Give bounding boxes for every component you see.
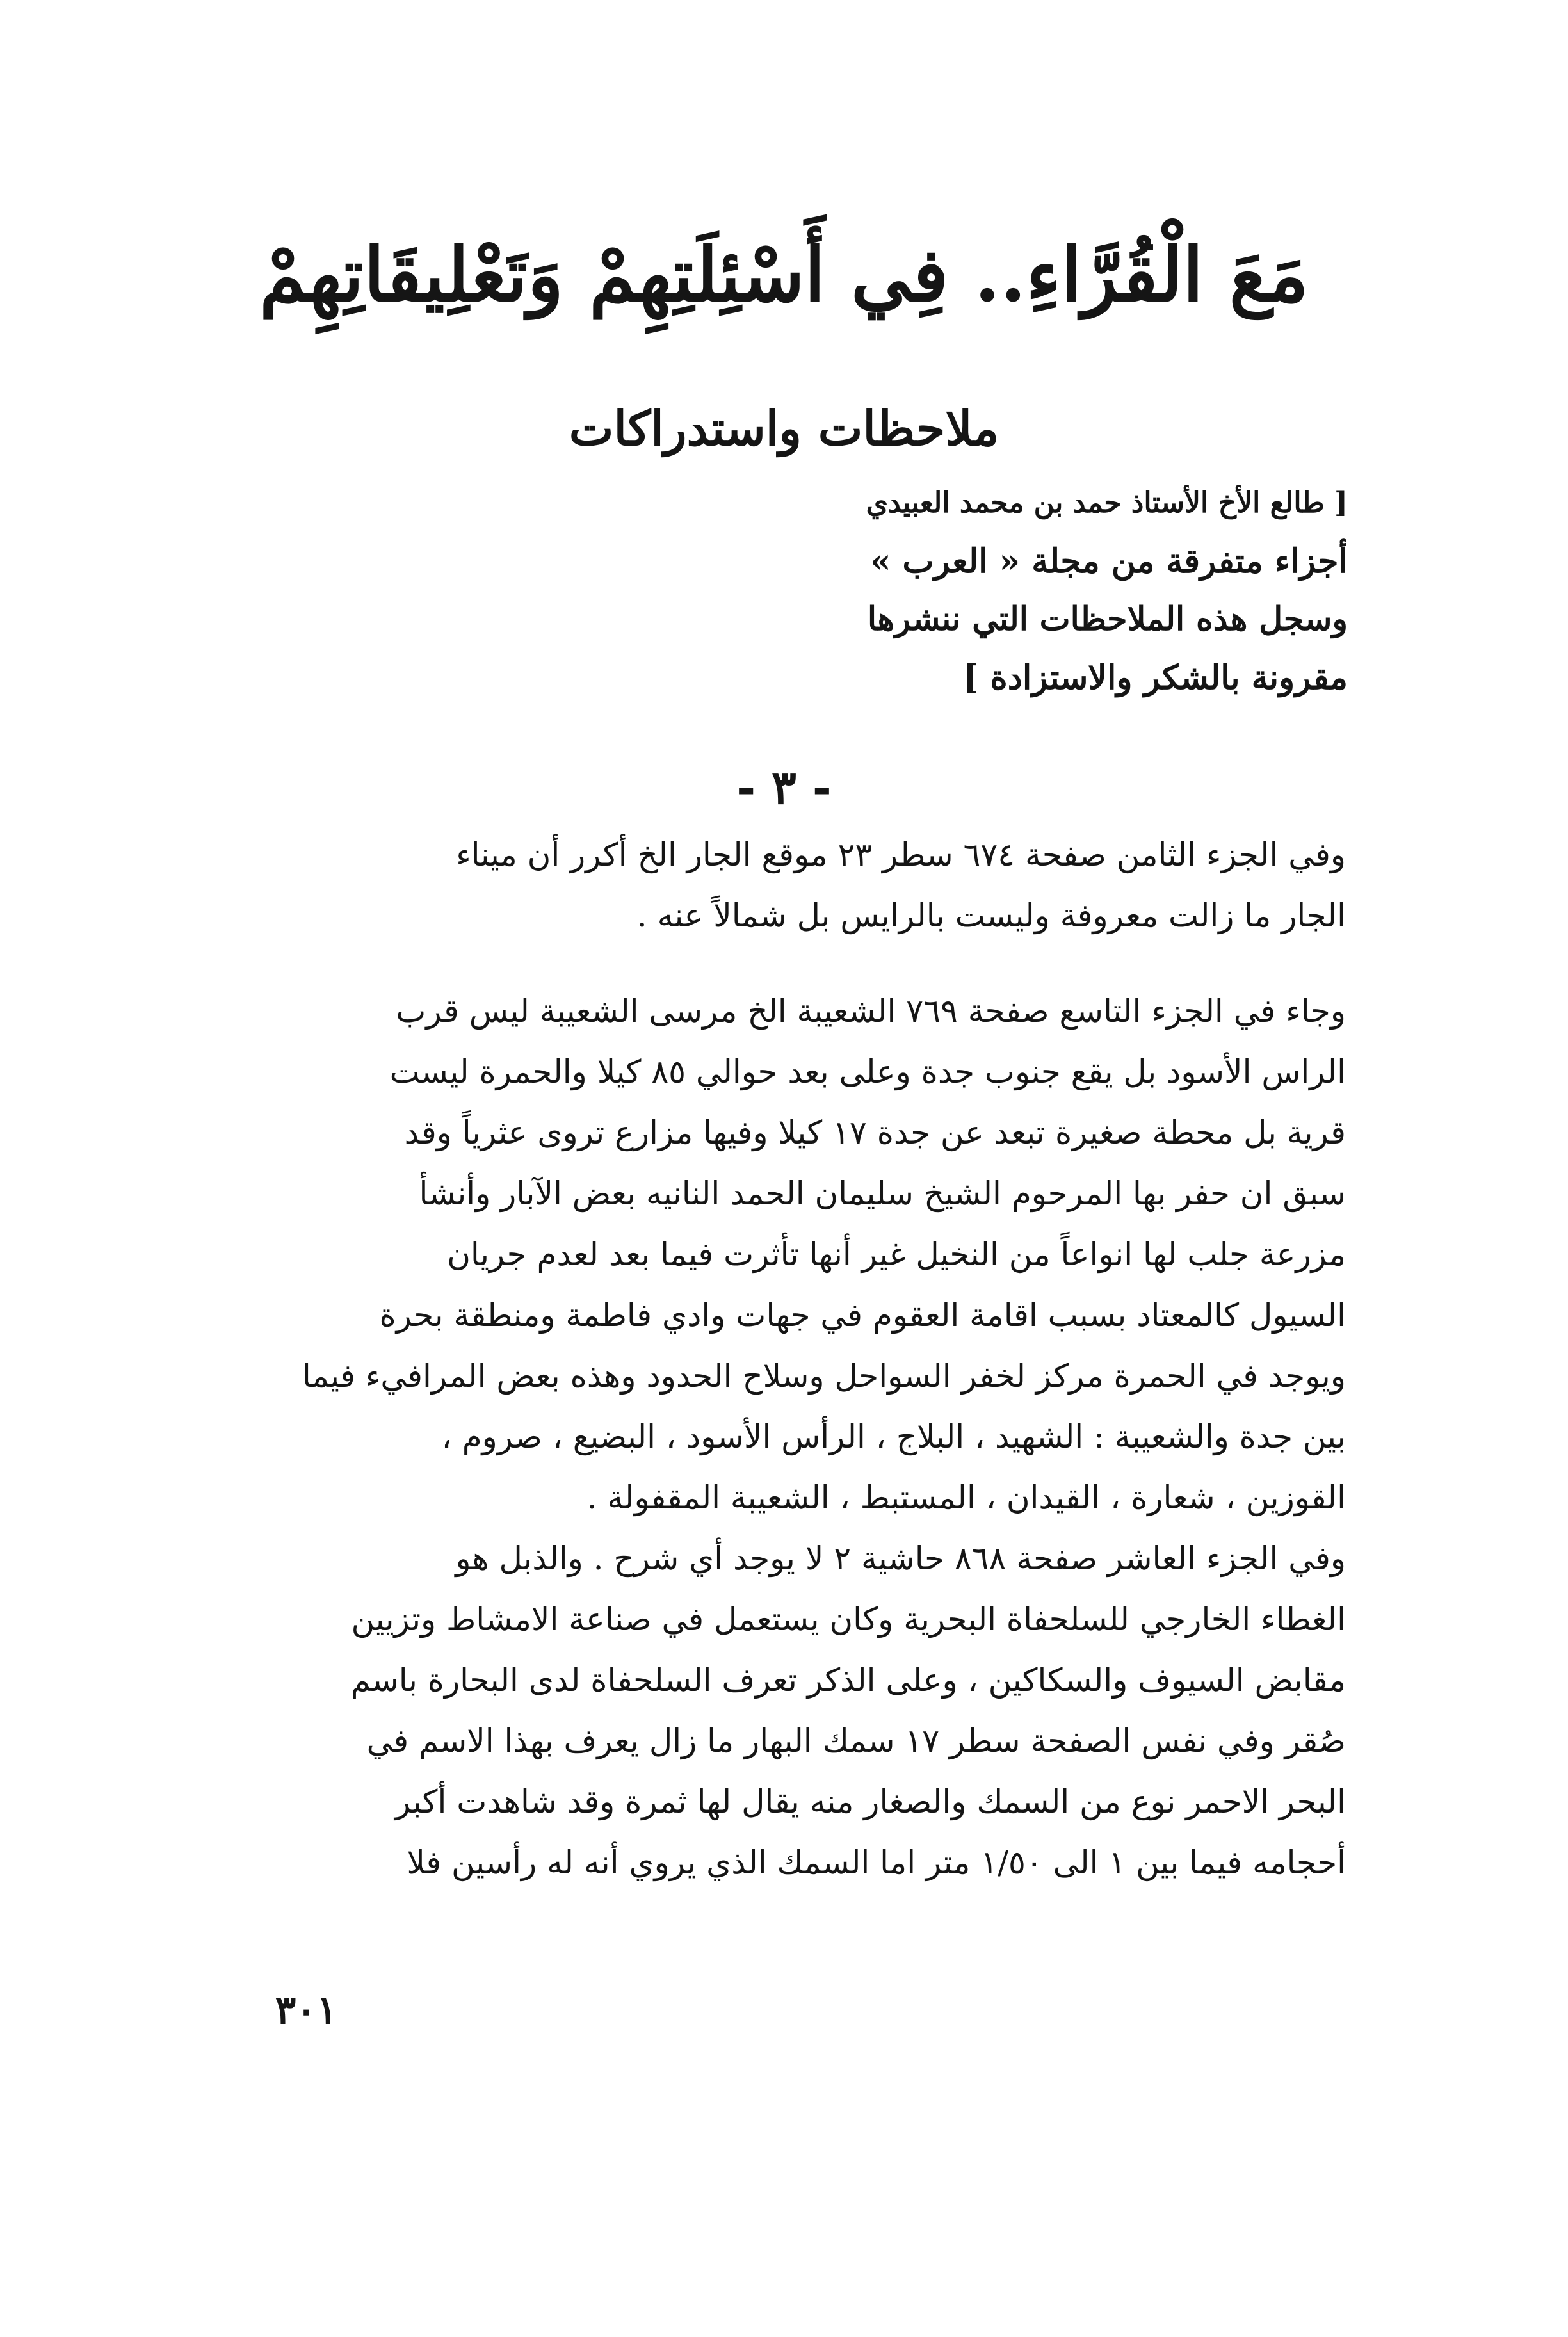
text-line: أحجامه فيما بين ١ الى ١/٥٠ متر اما السمك الذي يروي أنه له رأسين فلا [407,1844,1346,1881]
text-line: الراس الأسود بل يقع جنوب جدة وعلى بعد حوالي ٨٥ كيلا والحمرة ليست [389,1053,1346,1090]
intro-line: مقرونة بالشكر والاستزادة ] [962,658,1348,697]
intro-note [861,474,1348,707]
text-line: البحر الاحمر نوع من السمك والصغار منه يقال لها ثمرة وقد شاهدت أكبر [395,1783,1346,1820]
text-line: قرية بل محطة صغيرة تبعد عن جدة ١٧ كيلا وفيها مزارع تروى عثرياً وقد [404,1114,1346,1151]
text-line: مقابض السيوف والسكاكين ، وعلى الذكر تعرف السلحفاة لدى البحارة باسم [350,1662,1346,1699]
intro-line: وسجل هذه الملاحظات التي ننشرها [867,600,1348,638]
section-number: - ٣ - [736,760,832,814]
text-line: وجاء في الجزء التاسع صفحة ٧٦٩ الشعيبة الخ مرسى الشعيبة ليس قرب [396,992,1346,1030]
paragraph [224,981,1346,1528]
text-line: سبق ان حفر بها المرحوم الشيخ سليمان الحمد النانيه بعض الآبار وأنشأ [419,1175,1346,1212]
text-line: وفي الجزء الثامن صفحة ٦٧٤ سطر ٢٣ موقع الجار الخ أكرر أن ميناء [456,836,1346,873]
intro-line: أجزاء متفرقة من مجلة « العرب » [869,542,1348,581]
intro-line: [ طالع الأخ الأستاذ حمد بن محمد العبيدي [866,487,1348,519]
text-line: ويوجد في الحمرة مركز لخفر السواحل وسلاح الحدود وهذه بعض المرافيء فيما [302,1357,1346,1395]
text-line: مزرعة جلب لها انواعاً من النخيل غير أنها تأثرت فيما بعد لعدم جريان [447,1236,1346,1273]
section-subtitle: ملاحظات واستدراكات [569,401,999,457]
text-line: صُقر وفي نفس الصفحة سطر ١٧ سمك البهار ما زال يعرف بهذا الاسم في [366,1722,1346,1759]
article-body [224,825,1346,1893]
paragraph-spacer [224,946,1346,981]
paragraph [224,825,1346,946]
text-line: القوزين ، شعارة ، القيدان ، المستبط ، الشعيبة المقفولة . [586,1479,1346,1516]
paragraph [224,1528,1346,1893]
text-line: الجار ما زالت معروفة وليست بالرايس بل شمالاً عنه . [636,897,1346,934]
text-line: الغطاء الخارجي للسلحفاة البحرية وكان يستعمل في صناعة الامشاط وتزيين [351,1601,1346,1638]
text-line: وفي الجزء العاشر صفحة ٨٦٨ حاشية ٢ لا يوجد أي شرح . والذبل هو [455,1540,1346,1577]
text-line: بين جدة والشعيبة : الشهيد ، البلاج ، الرأس الأسود ، البضيع ، صروم ، [441,1418,1346,1455]
page-number: ٣٠١ [275,1988,337,2033]
text-line: السيول كالمعتاد بسبب اقامة العقوم في جهات وادي فاطمة ومنطقة بحرة [379,1297,1346,1334]
page-title: مَعَ الْقُرَّاءِ.. فِي أَسْئِلَتِهِمْ وَتَعْلِيقَاتِهِمْ [259,232,1309,319]
